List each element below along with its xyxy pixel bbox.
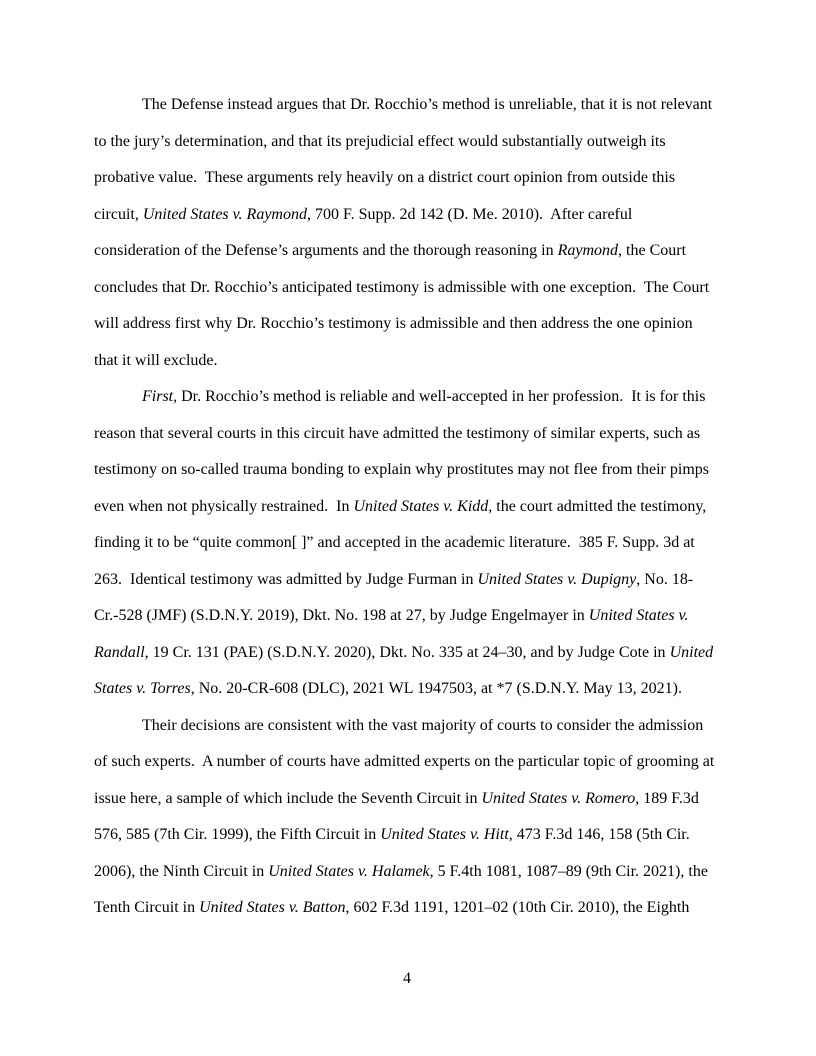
italic-citation-run: United States v. Kidd xyxy=(353,497,489,515)
text-run: , Dr. Rocchio’s method is reliable and well-accepted in her profession. It is for this reason that several courts in this circuit have admitted the testimony of similar experts, such as testimony on so-called trauma bonding to explain why prostitutes may not flee from their pimps even when not physically restrained. In xyxy=(94,388,713,515)
paragraph-defense-argument xyxy=(94,87,720,379)
italic-citation-run: United States v. Randall xyxy=(94,607,693,661)
text-run: The Defense instead argues that Dr. Rocchio’s method is unreliable, that it is not relevant to the jury’s determination, and that its prejudicial effect would substantially outweigh its probative value. These arguments rely heavily on a district court opinion from outside this circuit, xyxy=(94,96,717,223)
text-run: Their decisions are consistent with the vast majority of courts to consider the admission of such experts. A number of courts have admitted experts on the particular topic of grooming at issue here, a sample of which include the Seventh Circuit in xyxy=(94,716,719,807)
paragraph-other-circuits xyxy=(94,708,720,927)
italic-citation-run: Raymond xyxy=(557,242,619,259)
italic-citation-run: First xyxy=(142,388,174,405)
italic-citation-run: United States v. Torres xyxy=(94,643,718,697)
italic-citation-run: United States v. Batton xyxy=(199,899,346,916)
italic-citation-run: United States v. Dupigny xyxy=(477,570,637,588)
italic-citation-run: United States v. Halamek xyxy=(268,862,430,880)
document-body xyxy=(94,87,720,927)
text-run: , 5 F.4th 1081, 1087–89 (9th Cir. 2021), the Tenth Circuit in xyxy=(94,862,712,916)
text-run: , No. 20-CR-608 (DLC), 2021 WL 1947503, at *7 (S.D.N.Y. May 13, 2021). xyxy=(190,680,682,697)
text-run: , 19 Cr. 131 (PAE) (S.D.N.Y. 2020), Dkt. No. 335 at 24–30, and by Judge Cote in xyxy=(144,643,670,661)
text-run: , 473 F.3d 146, 158 (5th Cir. 2006), the Ninth Circuit in xyxy=(94,826,694,880)
text-run: , No. 18-Cr.-528 (JMF) (S.D.N.Y. 2019), Dkt. No. 198 at 27, by Judge Engelmayer in xyxy=(94,570,694,624)
text-run: , 602 F.3d 1191, 1201–02 (10th Cir. 2010), the Eighth xyxy=(345,899,690,916)
italic-citation-run: United States v. Raymond xyxy=(142,205,307,223)
page-number: 4 xyxy=(403,970,411,987)
text-run: , 189 F.3d 576, 585 (7th Cir. 1999), the Fifth Circuit in xyxy=(94,789,703,843)
text-run: , 700 F. Supp. 2d 142 (D. Me. 2010). After careful consideration of the Defense’s arguments and the thorough reasoning in xyxy=(94,205,637,259)
text-run: , the Court concludes that Dr. Rocchio’s anticipated testimony is admissible with one exception. The Court will address first why Dr. Rocchio’s testimony is admissible and then address the one opinion that it will exclude. xyxy=(94,242,714,369)
text-run: , the court admitted the testimony, finding it to be “quite common[ ]” and accepted in the academic literature. 385 F. Supp. 3d at 263. Identical testimony was admitted by Judge Furman in xyxy=(94,497,711,588)
italic-citation-run: United States v. Romero xyxy=(481,789,636,807)
paragraph-method-reliability xyxy=(94,379,720,708)
italic-citation-run: United States v. Hitt xyxy=(380,826,509,843)
